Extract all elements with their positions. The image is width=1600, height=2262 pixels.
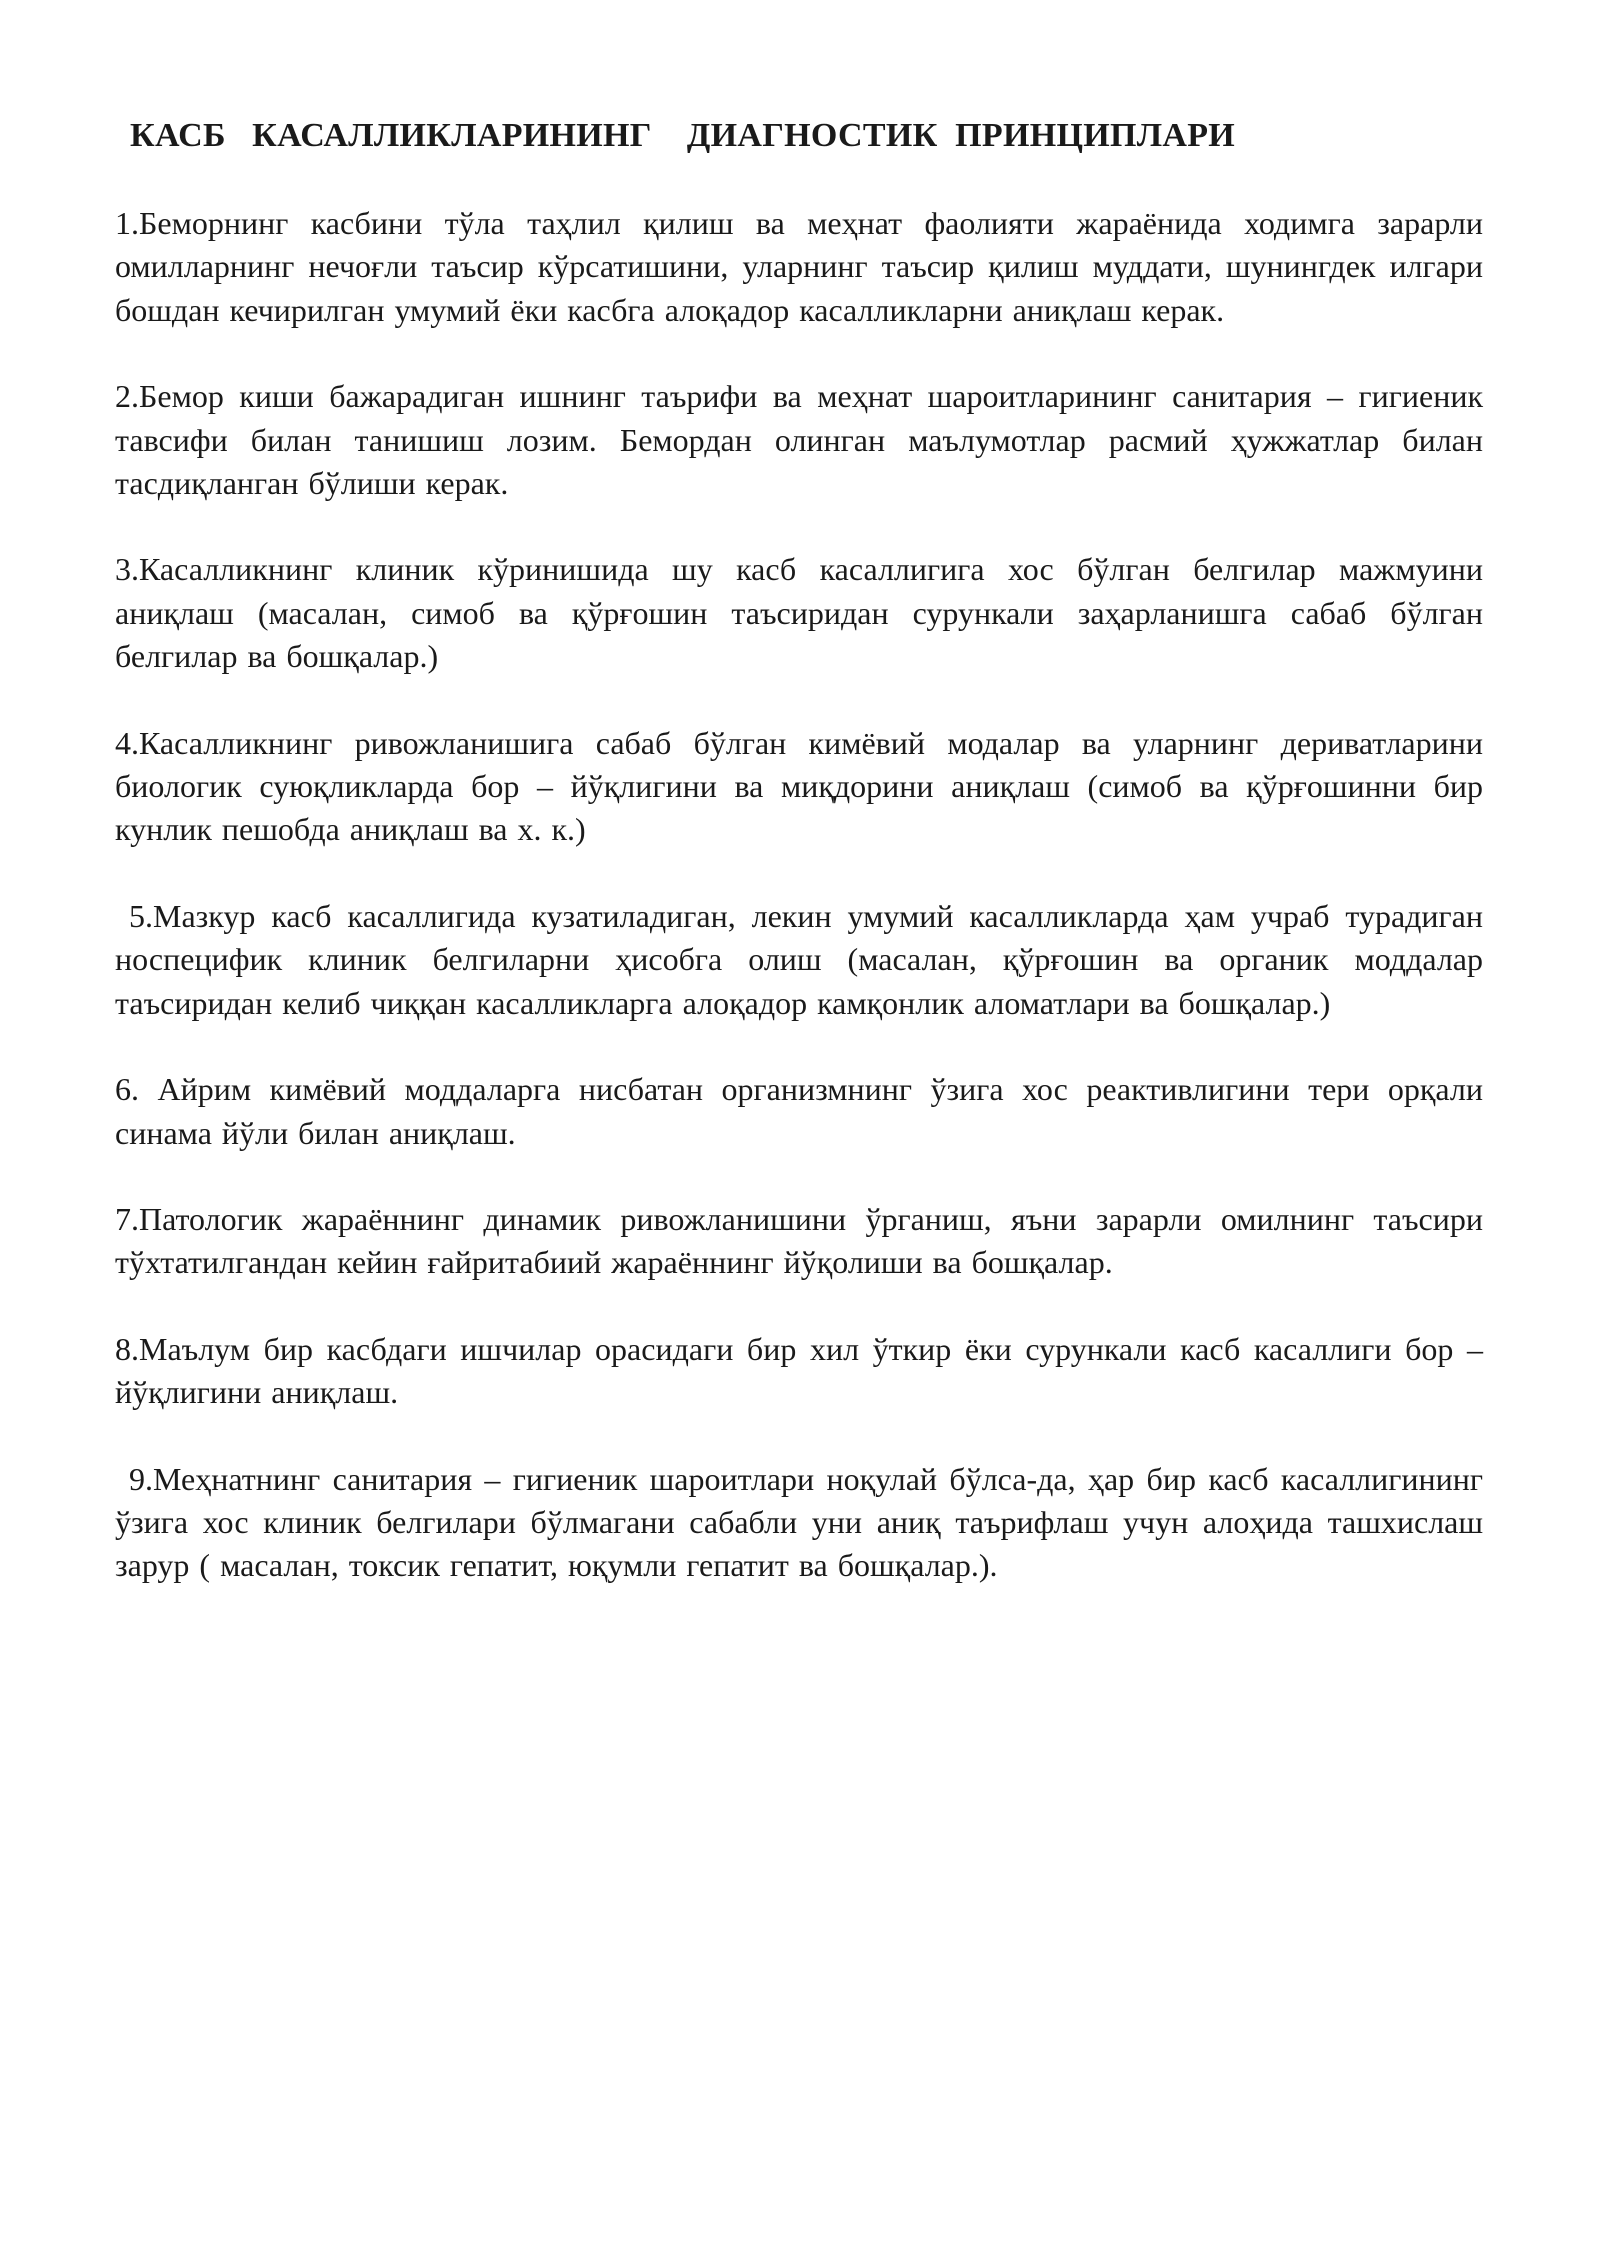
principle-paragraph-3: 3.Касалликнинг клиник кўринишида шу касб касаллигига хос бўлган белгилар мажмуини аниқлаш (масалан, симоб ва қўрғошин таъсиридан сурункали заҳарланишга сабаб бўлган белгилар ва бошқалар.) [115, 551, 1483, 675]
principle-paragraph-4: 4.Касалликнинг ривожланишига сабаб бўлган кимёвий модалар ва уларнинг дериватларини биологик суюқликларда бор – йўқлигини ва миқдорини аниқлаш (симоб ва қўрғошинни бир кунлик пешобда аниқлаш ва х. к.) [115, 724, 1483, 848]
document-title: КАСБ КАСАЛЛИКЛАРИНИНГ ДИАГНОСТИК ПРИНЦИПЛАРИ [130, 117, 1236, 154]
principle-paragraph-2: 2.Бемор киши бажарадиган ишнинг таърифи ва меҳнат шароитларининг санитария – гигиеник тавсифи билан танишиш лозим. Бемордан олинган маълумотлар расмий ҳужжатлар билан тасдиқланган бўлиши керак. [115, 378, 1483, 502]
principle-paragraph-7: 7.Патологик жараённинг динамик ривожланишини ўрганиш, яъни зарарли омилнинг таъсири тўхтатилгандан кейин ғайритабиий жараённинг йўқолиши ва бошқалар. [115, 1200, 1483, 1281]
principle-paragraph-8: 8.Маълум бир касбдаги ишчилар орасидаги бир хил ўткир ёки сурункали касб касаллиги бор – йўқлигини аниқлаш. [115, 1330, 1483, 1411]
principle-paragraph-9: 9.Меҳнатнинг санитария – гигиеник шароитлари ноқулай бўлса-да, ҳар бир касб касаллигининг ўзига хос клиник белгилари бўлмагани сабабли уни аниқ таърифлаш учун алоҳида ташхислаш зарур ( масалан, токсик гепатит, юқумли гепатит ва бошқалар.). [115, 1460, 1483, 1584]
principle-paragraph-1: 1.Беморнинг касбини тўла таҳлил қилиш ва меҳнат фаолияти жараёнида ходимга зарарли омилларнинг нечоғли таъсир кўрсатишини, уларнинг таъсир қилиш муддати, шунингдек илгари бошдан кечирилган умумий ёки касбга алоқадор касалликларни аниқлаш керак. [115, 205, 1483, 328]
principle-paragraph-5: 5.Мазкур касб касаллигида кузатиладиган, лекин умумий касалликларда ҳам учраб турадиган носпецифик клиник белгиларни ҳисобга олиш (масалан, қўрғошин ва органик моддалар таъсиридан келиб чиққан касалликларга алоқадор камқонлик аломатлари ва бошқалар.) [115, 897, 1483, 1021]
principles-list [115, 202, 1483, 1631]
principle-paragraph-6: 6. Айрим кимёвий моддаларга нисбатан организмнинг ўзига хос реактивлигини тери орқали синама йўли билан аниқлаш. [115, 1071, 1483, 1151]
